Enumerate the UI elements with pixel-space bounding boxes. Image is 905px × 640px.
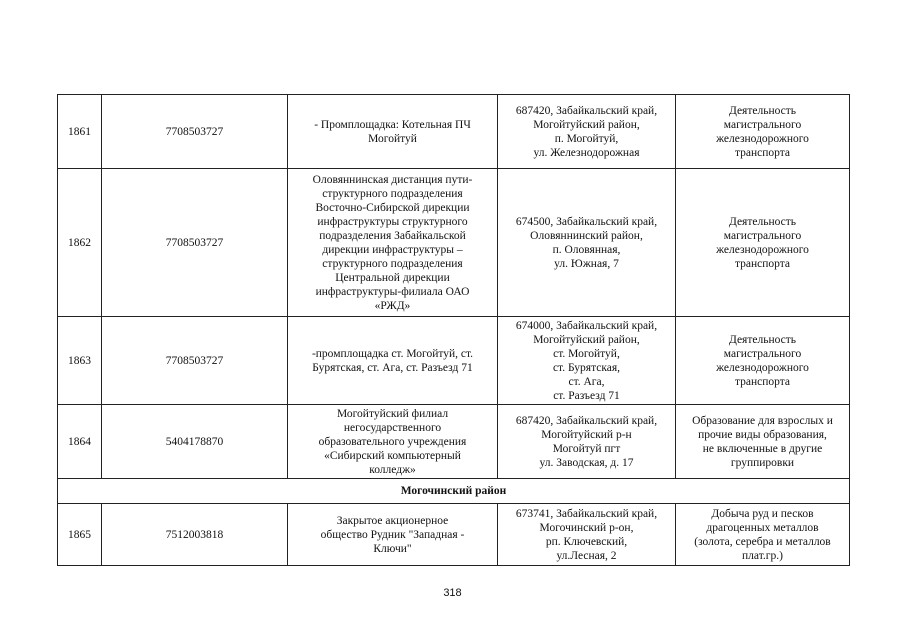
row-number: 1864 xyxy=(58,405,102,479)
row-number: 1862 xyxy=(58,169,102,317)
row-number: 1863 xyxy=(58,317,102,405)
page-number: 318 xyxy=(443,587,462,599)
object-name: -промплощадка ст. Могойтуй, ст. Бурятская, ст. Ага, ст. Разъезд 71 xyxy=(288,317,498,405)
row-number: 1861 xyxy=(58,95,102,169)
activity-type: Деятельность магистрального железнодорожного транспорта xyxy=(676,317,850,405)
object-name: Оловяннинская дистанция пути- структурного подразделения Восточно-Сибирской дирекции инфраструктуры структурного подразделения Забайкальской дирекции инфраструктуры – структурного подразделения Центральной дирекции инфраструктуры-филиала ОАО «РЖД» xyxy=(288,169,498,317)
section-header-row xyxy=(58,479,850,504)
row-number: 1865 xyxy=(58,504,102,566)
table-row xyxy=(58,95,850,169)
inn-code: 5404178870 xyxy=(102,405,288,479)
table-row xyxy=(58,169,850,317)
inn-code: 7708503727 xyxy=(102,169,288,317)
address: 674000, Забайкальский край, Могойтуйский район, ст. Могойтуй, ст. Бурятская, ст. Ага, ст. Разъезд 71 xyxy=(498,317,676,405)
address: 673741, Забайкальский край, Могочинский р-он, рп. Ключевский, ул.Лесная, 2 xyxy=(498,504,676,566)
object-name: Могойтуйский филиал негосударственного образовательного учреждения «Сибирский компьютерный колледж» xyxy=(288,405,498,479)
address: 687420, Забайкальский край, Могойтуйский район, п. Могойтуй, ул. Железнодорожная xyxy=(498,95,676,169)
table-row xyxy=(58,504,850,566)
table-row xyxy=(58,405,850,479)
inn-code: 7708503727 xyxy=(102,95,288,169)
inn-code: 7512003818 xyxy=(102,504,288,566)
object-name: - Промплощадка: Котельная ПЧ Могойтуй xyxy=(288,95,498,169)
address: 674500, Забайкальский край, Оловяннинский район, п. Оловянная, ул. Южная, 7 xyxy=(498,169,676,317)
address: 687420, Забайкальский край, Могойтуйский р-н Могойтуй пгт ул. Заводская, д. 17 xyxy=(498,405,676,479)
registry-table xyxy=(57,94,850,566)
activity-type: Образование для взрослых и прочие виды образования, не включенные в другие группировки xyxy=(676,405,850,479)
object-name: Закрытое акционерное общество Рудник "Западная - Ключи" xyxy=(288,504,498,566)
district-heading: Могочинский район xyxy=(58,479,850,504)
activity-type: Добыча руд и песков драгоценных металлов (золота, серебра и металлов плат.гр.) xyxy=(676,504,850,566)
activity-type: Деятельность магистрального железнодорожного транспорта xyxy=(676,169,850,317)
table-row xyxy=(58,317,850,405)
activity-type: Деятельность магистрального железнодорожного транспорта xyxy=(676,95,850,169)
inn-code: 7708503727 xyxy=(102,317,288,405)
